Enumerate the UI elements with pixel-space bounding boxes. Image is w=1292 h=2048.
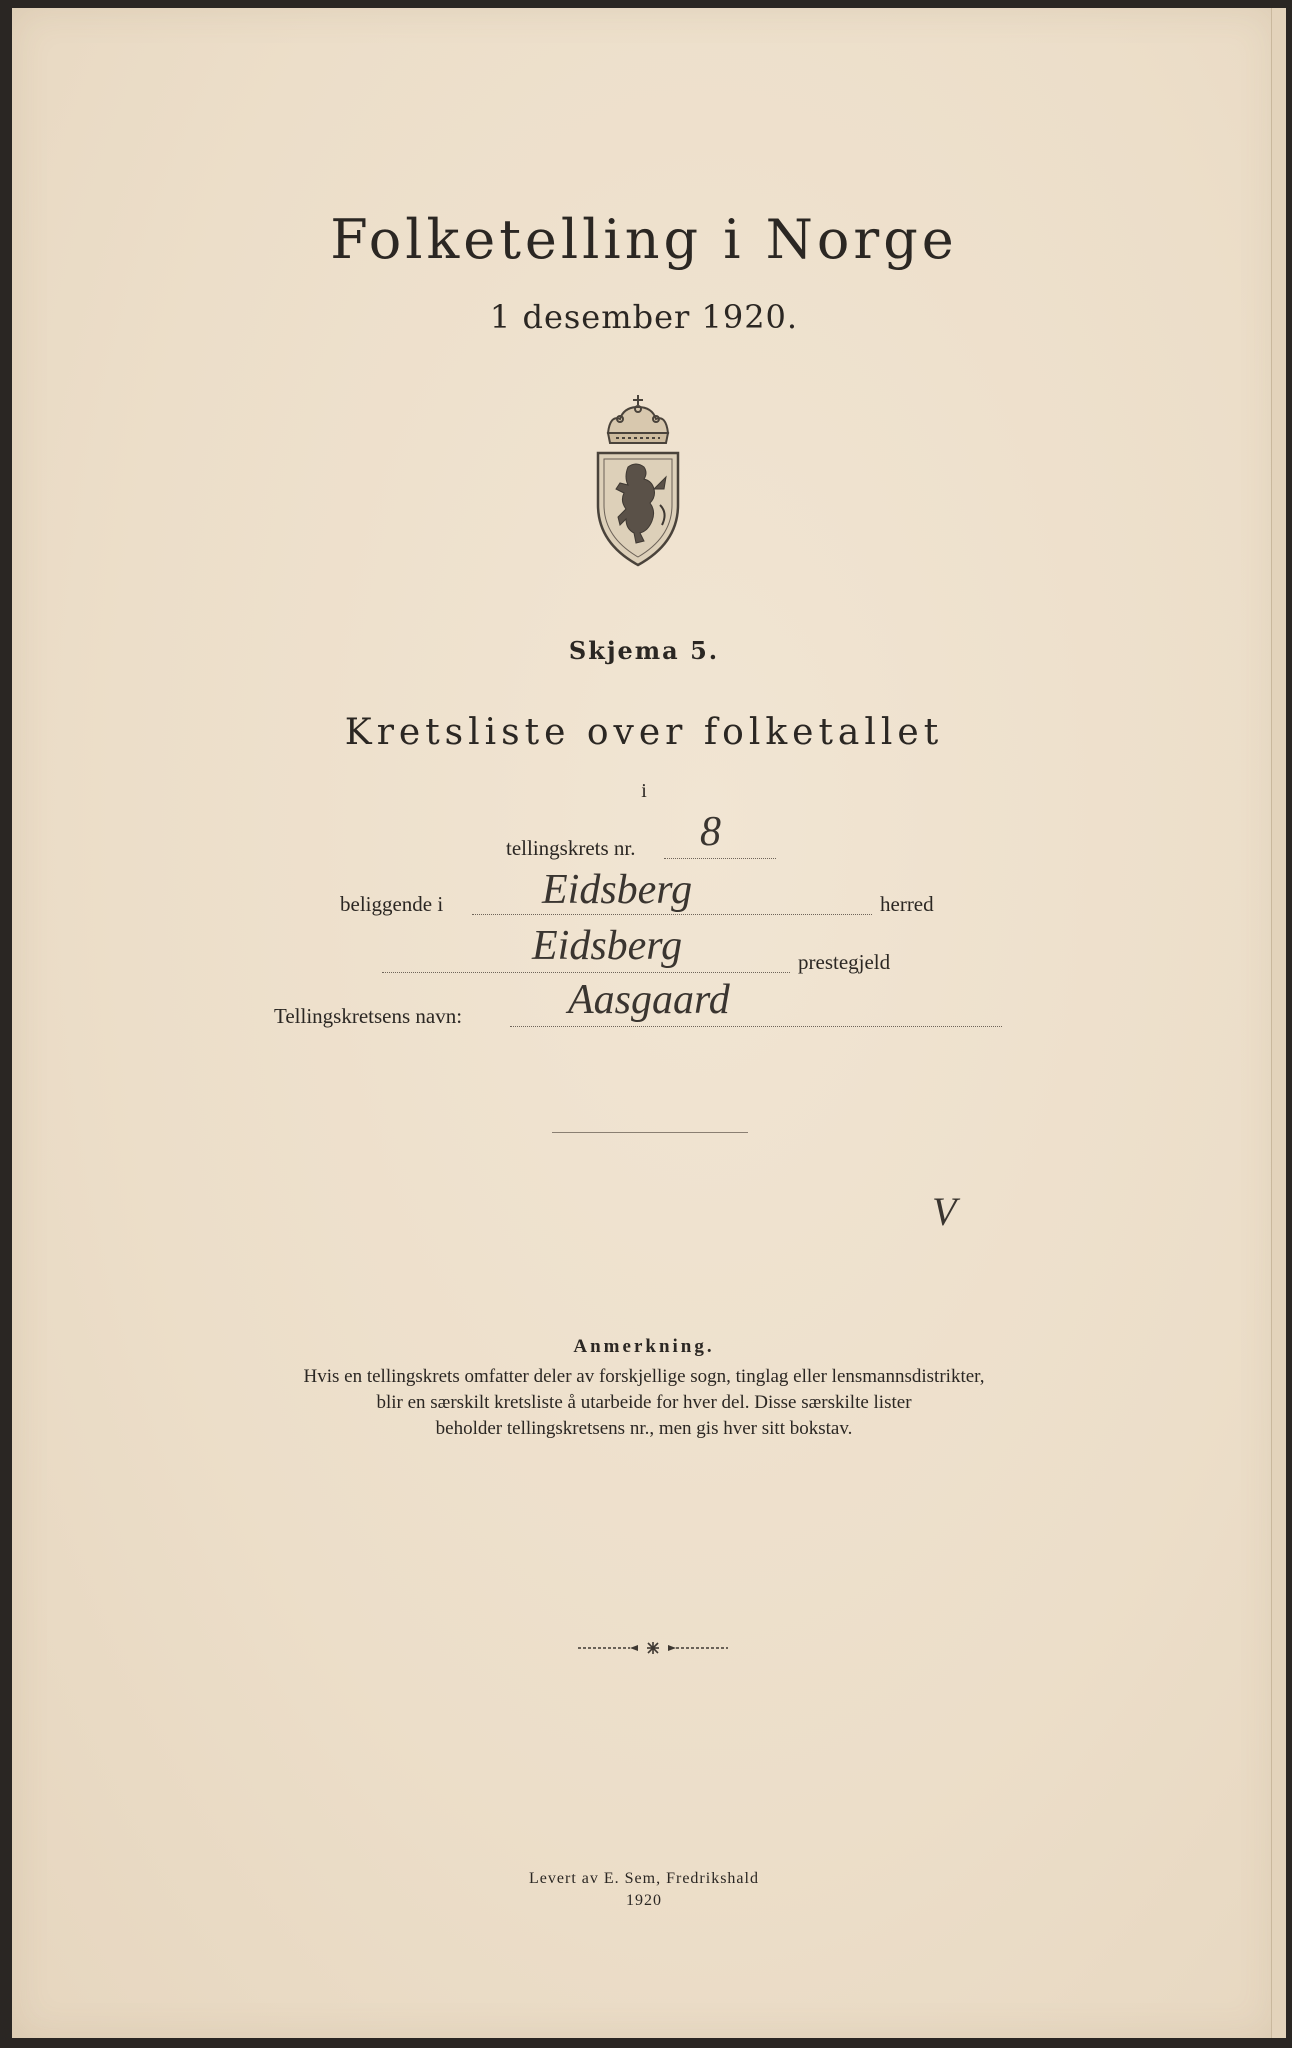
prestegjeld-label: prestegjeld <box>798 950 891 974</box>
form-heading: Kretsliste over folketallet <box>344 712 944 753</box>
navn-dotline <box>510 1026 1002 1027</box>
herred-value: Eidsberg <box>542 867 693 913</box>
section-divider <box>552 1132 748 1133</box>
herred-dotline <box>472 914 872 915</box>
anmerkning-line-2: blir en særskilt kretsliste å utarbeide for hver del. Disse særskilte lister <box>376 1392 912 1413</box>
anmerkning-title: Anmerkning. <box>573 1336 715 1357</box>
navn-label: Tellingskretsens navn: <box>274 1004 463 1028</box>
page-edge <box>1271 8 1286 2038</box>
prestegjeld-dotline <box>382 972 790 973</box>
tellingskrets-label: tellingskrets nr. <box>506 836 636 860</box>
form-number: Skjema 5. <box>568 636 720 665</box>
printer-year: 1920 <box>626 1892 662 1909</box>
printer-credit: Levert av E. Sem, Fredrikshald <box>529 1870 759 1887</box>
prestegjeld-value: Eidsberg <box>532 923 683 969</box>
beliggende-label: beliggende i <box>340 892 444 916</box>
connector-word: i <box>641 780 647 802</box>
document-page <box>12 8 1276 2038</box>
navn-value: Aasgaard <box>568 977 730 1023</box>
herred-label: herred <box>880 892 934 916</box>
handwritten-check-mark: V <box>932 1189 957 1234</box>
coat-of-arms-icon <box>590 393 686 573</box>
tellingskrets-dotline <box>664 858 776 859</box>
anmerkning-line-3: beholder tellingskretsens nr., men gis hver sitt bokstav. <box>435 1418 853 1439</box>
anmerkning-line-1: Hvis en tellingskrets omfatter deler av forskjellige sogn, tinglag eller lensmannsdistrikter, <box>303 1366 985 1387</box>
census-date: 1 desember 1920. <box>489 298 799 336</box>
tellingskrets-value: 8 <box>700 809 721 855</box>
ornament-icon <box>578 1642 728 1654</box>
document-title: Folketelling i Norge <box>330 208 958 271</box>
